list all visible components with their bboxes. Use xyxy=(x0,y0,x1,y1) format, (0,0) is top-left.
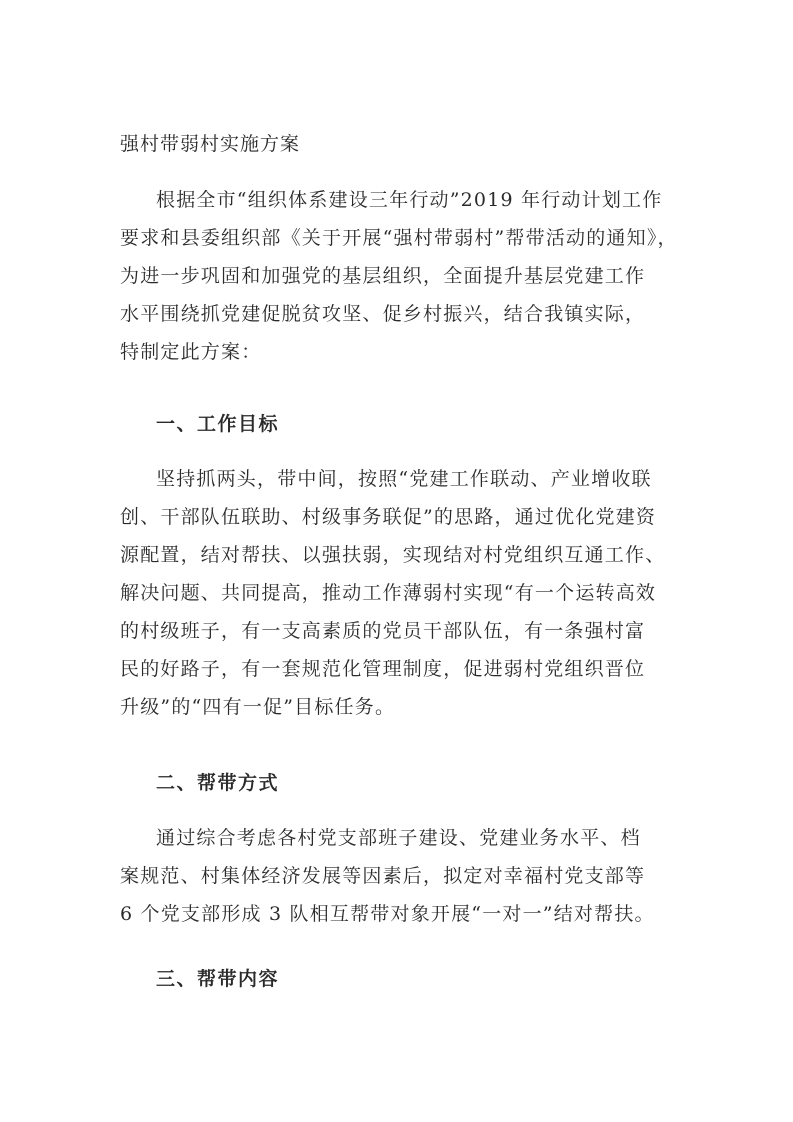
section-heading-methods: 二、帮带方式 xyxy=(156,772,280,794)
section-heading-goals: 一、工作目标 xyxy=(156,413,280,435)
section-heading-content: 三、帮带内容 xyxy=(156,968,280,990)
paragraph-line: 案规范、村集体经济发展等因素后，拟定对幸福村党支部等 xyxy=(120,865,646,887)
document-title: 强村带弱村实施方案 xyxy=(120,133,301,155)
paragraph-line: 升级”的“四有一促”目标任务。 xyxy=(120,696,396,718)
intro-paragraph xyxy=(120,181,680,371)
paragraph-line: 创、干部队伍联助、村级事务联促”的思路，通过优化党建资 xyxy=(120,506,657,528)
paragraph-line: 要求和县委组织部《关于开展“强村带弱村”帮带活动的通知》， xyxy=(120,227,678,249)
paragraph-line: 6 个党支部形成 3 队相互帮带对象开展“一对一”结对帮扶。 xyxy=(120,903,655,925)
paragraph-line: 的村级班子，有一支高素质的党员干部队伍，有一条强村富 xyxy=(120,620,646,642)
paragraph-line: 特制定此方案： xyxy=(120,341,262,363)
paragraph-line: 通过综合考虑各村党支部班子建设、党建业务水平、档 xyxy=(156,827,641,849)
paragraph-line: 根据全市“组织体系建设三年行动”2019 年行动计划工作 xyxy=(156,189,663,211)
paragraph-line: 解决问题、共同提高，推动工作薄弱村实现“有一个运转高效 xyxy=(120,582,657,604)
section-paragraph-goals xyxy=(120,460,680,726)
paragraph-line: 水平围绕抓党建促脱贫攻坚、促乡村振兴，结合我镇实际， xyxy=(120,303,646,325)
paragraph-line: 为进一步巩固和加强党的基层组织，全面提升基层党建工作 xyxy=(120,265,646,287)
section-paragraph-methods xyxy=(120,819,680,933)
paragraph-line: 民的好路子，有一套规范化管理制度，促进弱村党组织晋位 xyxy=(120,658,646,680)
paragraph-line: 坚持抓两头，带中间，按照“党建工作联动、产业增收联 xyxy=(156,468,652,490)
paragraph-line: 源配置，结对帮扶、以强扶弱，实现结对村党组织互通工作、 xyxy=(120,544,666,566)
